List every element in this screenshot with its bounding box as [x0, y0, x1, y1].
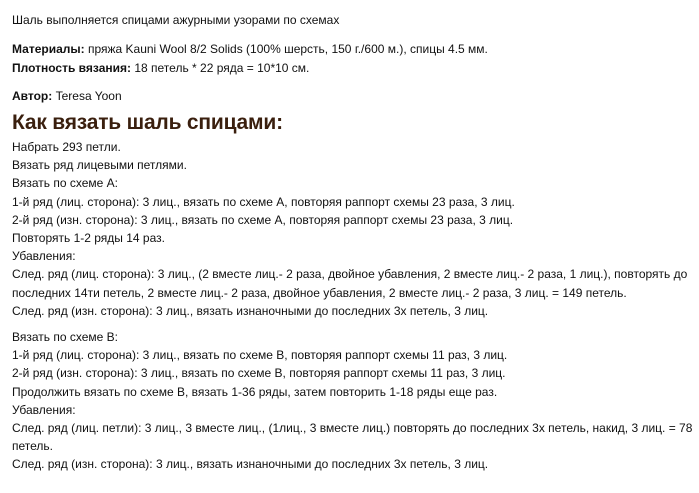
instruction-line: Набрать 293 петли. — [12, 140, 121, 154]
instruction-line: След. ряд (лиц. петли): 3 лиц., 3 вместе лиц., (1лиц., 3 вместе лиц.) повторять до последних 3х петель, накид, 3 лиц. = 78 петель. — [12, 421, 693, 454]
instruction-line: Убавления: — [12, 402, 76, 417]
instruction-line: 1-й ряд (лиц. сторона): 3 лиц., вязать по схеме А, повторяя раппорт схемы 23 раза, 3 лиц. — [12, 194, 515, 209]
instruction-line: Убавления: — [12, 249, 76, 264]
density-value: 18 петель * 22 ряда = 10*10 см. — [131, 61, 310, 75]
instruction-line: Вязать по схеме А: — [12, 176, 119, 191]
instruction-line: 2-й ряд (изн. сторона): 3 лиц., вязать по схеме В, повторяя раппорт схемы 11 раз, 3 лиц. — [12, 366, 506, 381]
materials-line — [12, 40, 488, 58]
instruction-line: След. ряд (изн. сторона): 3 лиц., вязать изнаночными до последних 3х петель, 3 лиц. — [12, 457, 489, 472]
author-line — [12, 87, 122, 105]
instruction-line: 2-й ряд (изн. сторона): 3 лиц., вязать по схеме А, повторяя раппорт схемы 23 раза, 3 лиц. — [12, 212, 514, 227]
instruction-line: След. ряд (изн. сторона): 3 лиц., вязать изнаночными до последних 3х петель, 3 лиц. — [12, 303, 489, 318]
paragraph-gap — [12, 320, 696, 328]
instruction-line: 1-й ряд (лиц. сторона): 3 лиц., вязать по схеме В, повторяя раппорт схемы 11 раз, 3 лиц. — [12, 348, 508, 363]
intro-text: Шаль выполняется спицами ажурными узорами по схемах — [12, 13, 340, 27]
instructions — [12, 138, 696, 474]
instruction-line: Вязать по схеме В: — [12, 330, 119, 345]
instruction-line: Продолжить вязать по схеме В, вязать 1-36 ряды, затем повторить 1-18 ряды еще раз. — [12, 384, 498, 399]
instruction-line: След. ряд (лиц. сторона): 3 лиц., (2 вместе лиц.- 2 раза, двойное убавления, 2 вместе лиц.- 2 раза, 1 лиц.), повторять до последних 14ти петель, 2 вместе лиц.- 2 раза, двойное убавления, 2 вместе лиц.- 2 раза, 3 лиц. = 149 петель. — [12, 267, 688, 300]
density-label: Плотность вязания: — [12, 61, 132, 75]
materials-value: пряжа Kauni Wool 8/2 Solids (100% шерсть, 150 г./600 м.), спицы 4.5 мм. — [84, 42, 488, 56]
materials-label: Материалы: — [12, 42, 85, 56]
author-label: Автор: — [12, 89, 53, 103]
author-value: Teresa Yoon — [52, 89, 122, 103]
density-line — [12, 59, 309, 77]
instruction-line: Вязать ряд лицевыми петлями. — [12, 158, 187, 173]
section-heading: Как вязать шаль спицами: — [12, 111, 283, 134]
instruction-line: Повторять 1-2 ряды 14 раз. — [12, 231, 165, 246]
